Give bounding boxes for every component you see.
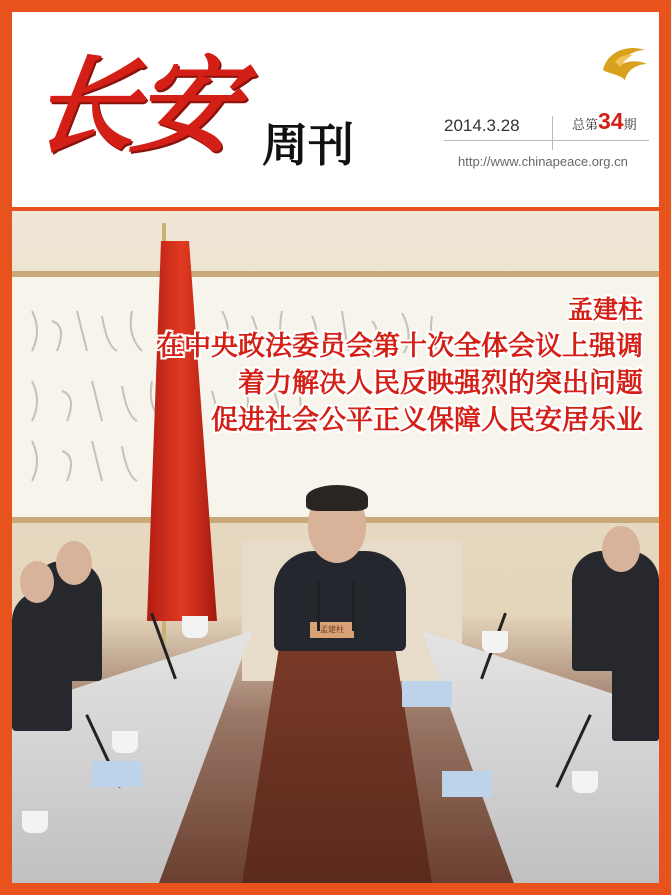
- nameplate: 孟建柱: [310, 622, 354, 638]
- headline-line-2: 着力解决人民反映强烈的突出问题: [238, 368, 643, 399]
- tissue-box: [92, 761, 142, 787]
- headline-line-name: 孟建柱: [567, 295, 643, 324]
- tea-cup: [182, 616, 208, 638]
- tea-cup: [572, 771, 598, 793]
- attendee-left-1-face: [56, 541, 92, 585]
- attendee-right-2: [612, 611, 659, 741]
- headline-line-3: 促进社会公平正义保障人民安居乐业: [211, 405, 643, 436]
- tea-cup: [112, 731, 138, 753]
- tissue-box: [442, 771, 492, 797]
- attendee-left-2: [12, 591, 72, 731]
- tissue-box: [402, 681, 452, 707]
- microphone: [352, 581, 355, 631]
- microphone: [317, 581, 320, 631]
- website-url: http://www.chinapeace.org.cn: [458, 154, 628, 169]
- tea-cup: [482, 631, 508, 653]
- chinapeace-logo-icon: [597, 40, 651, 86]
- divider-vertical: [552, 116, 553, 150]
- issue-suffix: 期: [623, 117, 637, 132]
- issue-number-value: 34: [598, 108, 624, 134]
- issue-prefix: 总第: [572, 117, 599, 132]
- divider-horizontal: [444, 140, 649, 141]
- attendee-left-2-face: [20, 561, 54, 603]
- tea-cup: [22, 811, 48, 833]
- cover-photo: [12, 211, 659, 883]
- issue-number: [572, 108, 637, 135]
- cover-headline: [157, 291, 643, 439]
- attendee-right-1-face: [602, 526, 640, 572]
- headline-line-1: 在中央政法委员会第十次全体会议上强调: [157, 331, 643, 362]
- masthead: [12, 12, 659, 207]
- magazine-subtitle: 周刊: [262, 118, 354, 172]
- magazine-title: 长安: [25, 44, 243, 167]
- issue-date: 2014.3.28: [444, 116, 520, 135]
- speaker-hair: [306, 485, 368, 511]
